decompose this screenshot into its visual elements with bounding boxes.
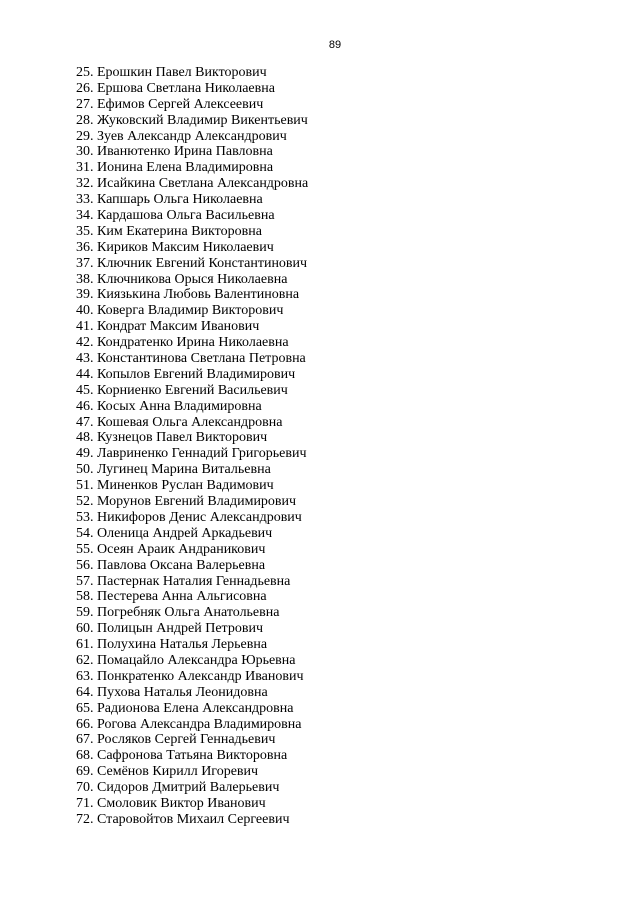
list-item: 53. Никифоров Денис Александрович: [76, 509, 302, 525]
list-item: 30. Иванютенко Ирина Павловна: [76, 144, 273, 160]
list-item: 32. Исайкина Светлана Александровна: [76, 176, 309, 192]
list-item: 66. Рогова Александра Владимировна: [76, 716, 302, 732]
list-item: 29. Зуев Александр Александрович: [76, 128, 287, 144]
list-item: 47. Кошевая Ольга Александровна: [76, 414, 283, 430]
list-item: 40. Коверга Владимир Викторович: [76, 303, 284, 319]
list-item: 38. Ключникова Орыся Николаевна: [76, 271, 288, 287]
list-item: 33. Капшарь Ольга Николаевна: [76, 192, 263, 208]
list-item: 59. Погребняк Ольга Анатольевна: [76, 605, 280, 621]
list-item: 69. Семёнов Кирилл Игоревич: [76, 764, 259, 780]
list-item: 50. Лугинец Марина Витальевна: [76, 462, 271, 478]
list-item: 72. Старовойтов Михаил Сергеевич: [76, 811, 290, 827]
list-item: 63. Понкратенко Александр Иванович: [76, 668, 304, 684]
list-item: 44. Копылов Евгений Владимирович: [76, 366, 296, 382]
page-number: 89: [328, 39, 342, 51]
list-item: 36. Кириков Максим Николаевич: [76, 239, 274, 255]
list-item: 58. Пестерева Анна Альгисовна: [76, 589, 267, 605]
list-item: 55. Осеян Араик Андраникович: [76, 541, 266, 557]
list-item: 54. Оленица Андрей Аркадьевич: [76, 525, 273, 541]
list-item: 62. Помацайло Александра Юрьевна: [76, 652, 296, 668]
list-item: 34. Кардашова Ольга Васильевна: [76, 208, 275, 224]
list-item: 56. Павлова Оксана Валерьевна: [76, 557, 266, 573]
list-item: 28. Жуковский Владимир Викентьевич: [76, 112, 308, 128]
list-item: 70. Сидоров Дмитрий Валерьевич: [76, 780, 280, 796]
list-item: 48. Кузнецов Павел Викторович: [76, 430, 268, 446]
list-item: 52. Морунов Евгений Владимирович: [76, 494, 297, 510]
list-item: 61. Полухина Наталья Лерьевна: [76, 637, 268, 653]
list-item: 67. Росляков Сергей Геннадьевич: [76, 732, 276, 748]
list-item: 46. Косых Анна Владимировна: [76, 398, 262, 414]
list-item: 26. Ершова Светлана Николаевна: [76, 80, 275, 96]
list-item: 51. Миненков Руслан Вадимович: [76, 478, 274, 494]
list-item: 60. Полицын Андрей Петрович: [76, 621, 263, 637]
list-item: 39. Киязькина Любовь Валентиновна: [76, 287, 300, 303]
name-list: [76, 65, 308, 828]
list-item: 42. Кондратенко Ирина Николаевна: [76, 335, 289, 351]
list-item: 49. Лавриненко Геннадий Григорьевич: [76, 446, 307, 462]
list-item: 41. Кондрат Максим Иванович: [76, 319, 260, 335]
list-item: 65. Радионова Елена Александровна: [76, 700, 294, 716]
list-item: 57. Пастернак Наталия Геннадьевна: [76, 573, 291, 589]
list-item: 45. Корниенко Евгений Васильевич: [76, 382, 288, 398]
list-item: 71. Смоловик Виктор Иванович: [76, 795, 266, 811]
list-item: 68. Сафронова Татьяна Викторовна: [76, 748, 288, 764]
list-item: 64. Пухова Наталья Леонидовна: [76, 684, 268, 700]
list-item: 43. Константинова Светлана Петровна: [76, 351, 306, 367]
list-item: 31. Ионина Елена Владимировна: [76, 160, 274, 176]
list-item: 25. Ерошкин Павел Викторович: [76, 65, 267, 80]
list-item: 27. Ефимов Сергей Алексеевич: [76, 96, 264, 112]
list-item: 35. Ким Екатерина Викторовна: [76, 223, 262, 239]
list-item: 37. Ключник Евгений Константинович: [76, 255, 308, 271]
